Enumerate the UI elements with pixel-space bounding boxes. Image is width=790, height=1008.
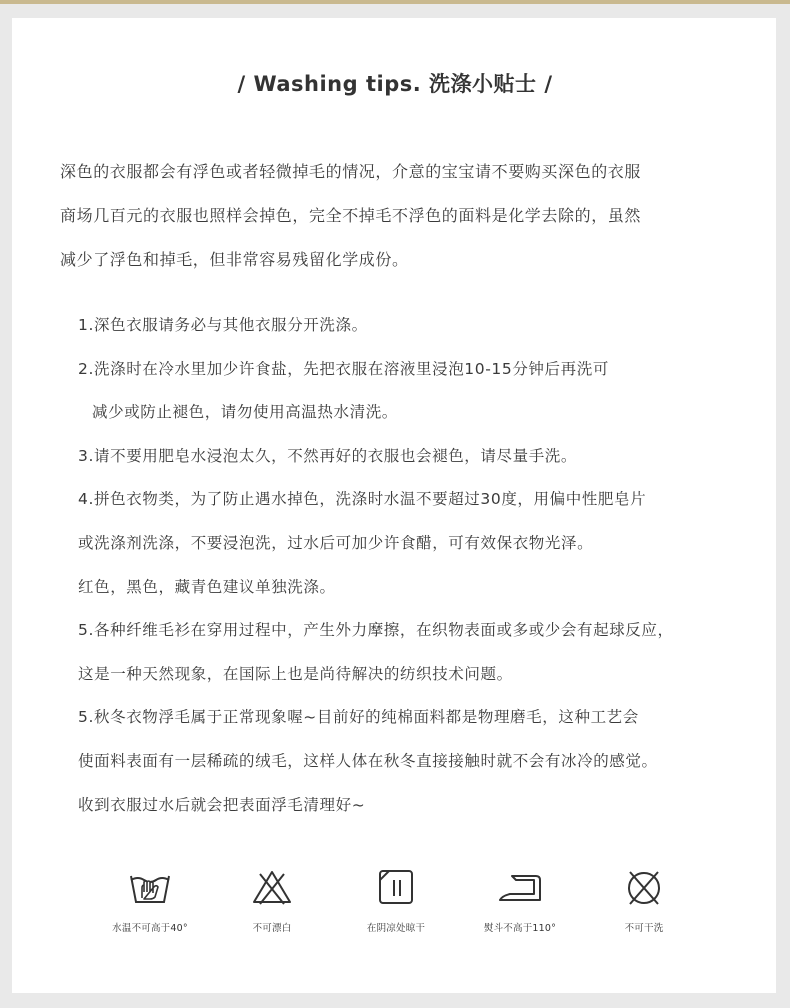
- intro-paragraph: [60, 150, 740, 282]
- shade-dry-icon: [374, 868, 418, 908]
- top-accent-rule: [0, 0, 790, 4]
- tip-line: 或洗涤剂洗涤，不要浸泡洗，过水后可加少许食醋，可有效保衣物光泽。: [78, 533, 594, 552]
- tip-line: 3.请不要用肥皂水浸泡太久，不然再好的衣服也会褪色，请尽量手洗。: [78, 446, 577, 465]
- hand-wash-icon: [128, 868, 172, 908]
- washing-tips-list: [78, 304, 768, 827]
- tip-line: 1.深色衣服请务必与其他衣服分开洗涤。: [78, 316, 368, 334]
- no-bleach-icon: [250, 868, 294, 908]
- care-item-no-dry-clean: [584, 868, 704, 934]
- tip-line: 红色，黑色，藏青色建议单独洗涤。: [78, 577, 336, 596]
- care-item-hand-wash: [90, 868, 210, 934]
- page-title: / Washing tips. 洗涤小贴士 /: [237, 72, 553, 96]
- tip-line: 减少或防止褪色，请勿使用高温热水清洗。: [92, 403, 398, 422]
- intro-line: 深色的衣服都会有浮色或者轻微掉毛的情况，介意的宝宝请不要购买深色的衣服: [60, 162, 642, 181]
- care-item-iron: [460, 868, 580, 934]
- care-icons-row: [90, 868, 710, 948]
- tip-line: 4.拼色衣物类，为了防止遇水掉色，洗涤时水温不要超过30度，用偏中性肥皂片: [78, 490, 647, 509]
- tip-line: 5.各种纤维毛衫在穿用过程中，产生外力摩擦，在织物表面或多或少会有起球反应，: [78, 621, 674, 640]
- tip-line: 使面料表面有一层稀疏的绒毛，这样人体在秋冬直接接触时就不会有冰冷的感觉。: [78, 751, 658, 770]
- intro-line: 商场几百元的衣服也照样会掉色，完全不掉毛不浮色的面料是化学去除的，虽然: [60, 206, 642, 225]
- care-label: 不可漂白: [252, 923, 292, 934]
- care-label: 不可干洗: [624, 923, 664, 934]
- care-label: 在阴凉处晾干: [366, 923, 426, 934]
- tip-line: 收到衣服过水后就会把表面浮毛清理好~: [78, 795, 366, 814]
- care-item-shade-dry: [336, 868, 456, 934]
- care-item-no-bleach: [212, 868, 332, 934]
- care-label: 熨斗不高于110°: [483, 923, 557, 934]
- tip-line: 5.秋冬衣物浮毛属于正常现象喔~目前好的纯棉面料都是物理磨毛，这种工艺会: [78, 708, 639, 727]
- intro-line: 减少了浮色和掉毛，但非常容易残留化学成份。: [60, 250, 409, 269]
- tip-line: 2.洗涤时在冷水里加少许食盐，先把衣服在溶液里浸泡10-15分钟后再洗可: [78, 359, 609, 378]
- no-dry-clean-icon: [622, 868, 666, 908]
- care-label: 水温不可高于40°: [112, 923, 188, 934]
- iron-low-icon: [496, 868, 544, 908]
- tip-line: 这是一种天然现象，在国际上也是尚待解决的纺织技术问题。: [78, 664, 513, 683]
